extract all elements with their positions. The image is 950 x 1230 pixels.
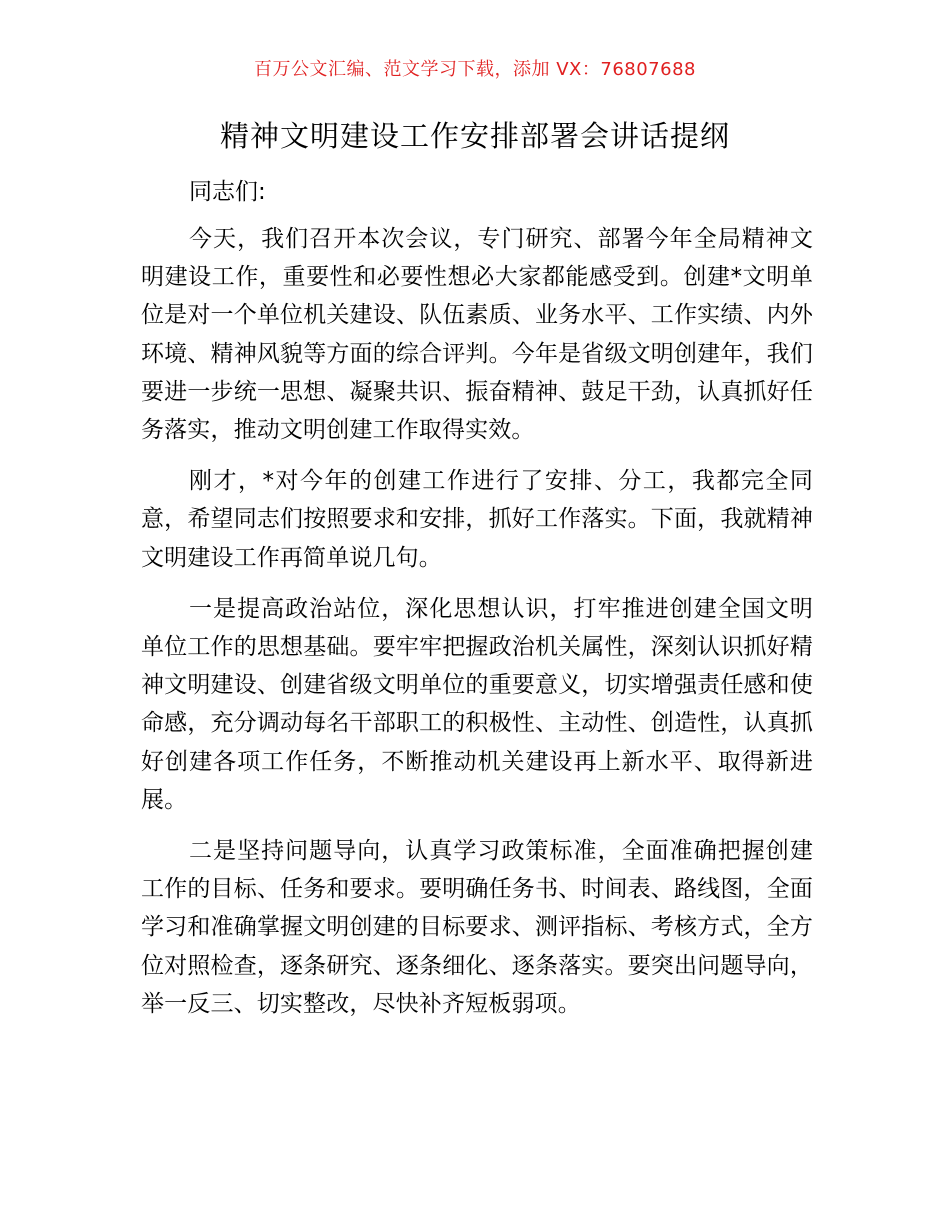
header-banner: 百万公文汇编、范文学习下载，添加 VX：76807688 bbox=[254, 59, 696, 80]
paragraph-transition: 刚才，*对今年的创建工作进行了安排、分工，我都完全同意，希望同志们按照要求和安排，抓好工作落实。下面，我就精神文明建设工作再简单说几句。 bbox=[141, 468, 813, 571]
document-body bbox=[141, 170, 813, 1036]
salutation: 同志们: bbox=[189, 179, 266, 205]
paragraph-opening: 今天，我们召开本次会议，专门研究、部署今年全局精神文明建设工作，重要性和必要性想必大家都能感受到。创建*文明单位是对一个单位机关建设、队伍素质、业务水平、工作实绩、内外环境、精神风貌等方面的综合评判。今年是省级文明创建年，我们要进一步统一思想、凝聚共识、振奋精神、鼓足干劲，认真抓好任务落实，推动文明创建工作取得实效。 bbox=[141, 226, 813, 444]
document-title: 精神文明建设工作安排部署会讲话提纲 bbox=[219, 119, 730, 153]
paragraph-point-one: 一是提高政治站位，深化思想认识，打牢推进创建全国文明单位工作的思想基础。要牢牢把握政治机关属性，深刻认识抓好精神文明建设、创建省级文明单位的重要意义，切实增强责任感和使命感，充分调动每名干部职工的积极性、主动性、创造性，认真抓好创建各项工作任务，不断推动机关建设再上新水平、取得新进展。 bbox=[141, 595, 813, 813]
paragraph-point-two: 二是坚持问题导向，认真学习政策标准，全面准确把握创建工作的目标、任务和要求。要明确任务书、时间表、路线图，全面学习和准确掌握文明创建的目标要求、测评指标、考核方式，全方位对照检查，逐条研究、逐条细化、逐条落实。要突出问题导向，举一反三、切实整改，尽快补齐短板弱项。 bbox=[141, 838, 813, 1017]
